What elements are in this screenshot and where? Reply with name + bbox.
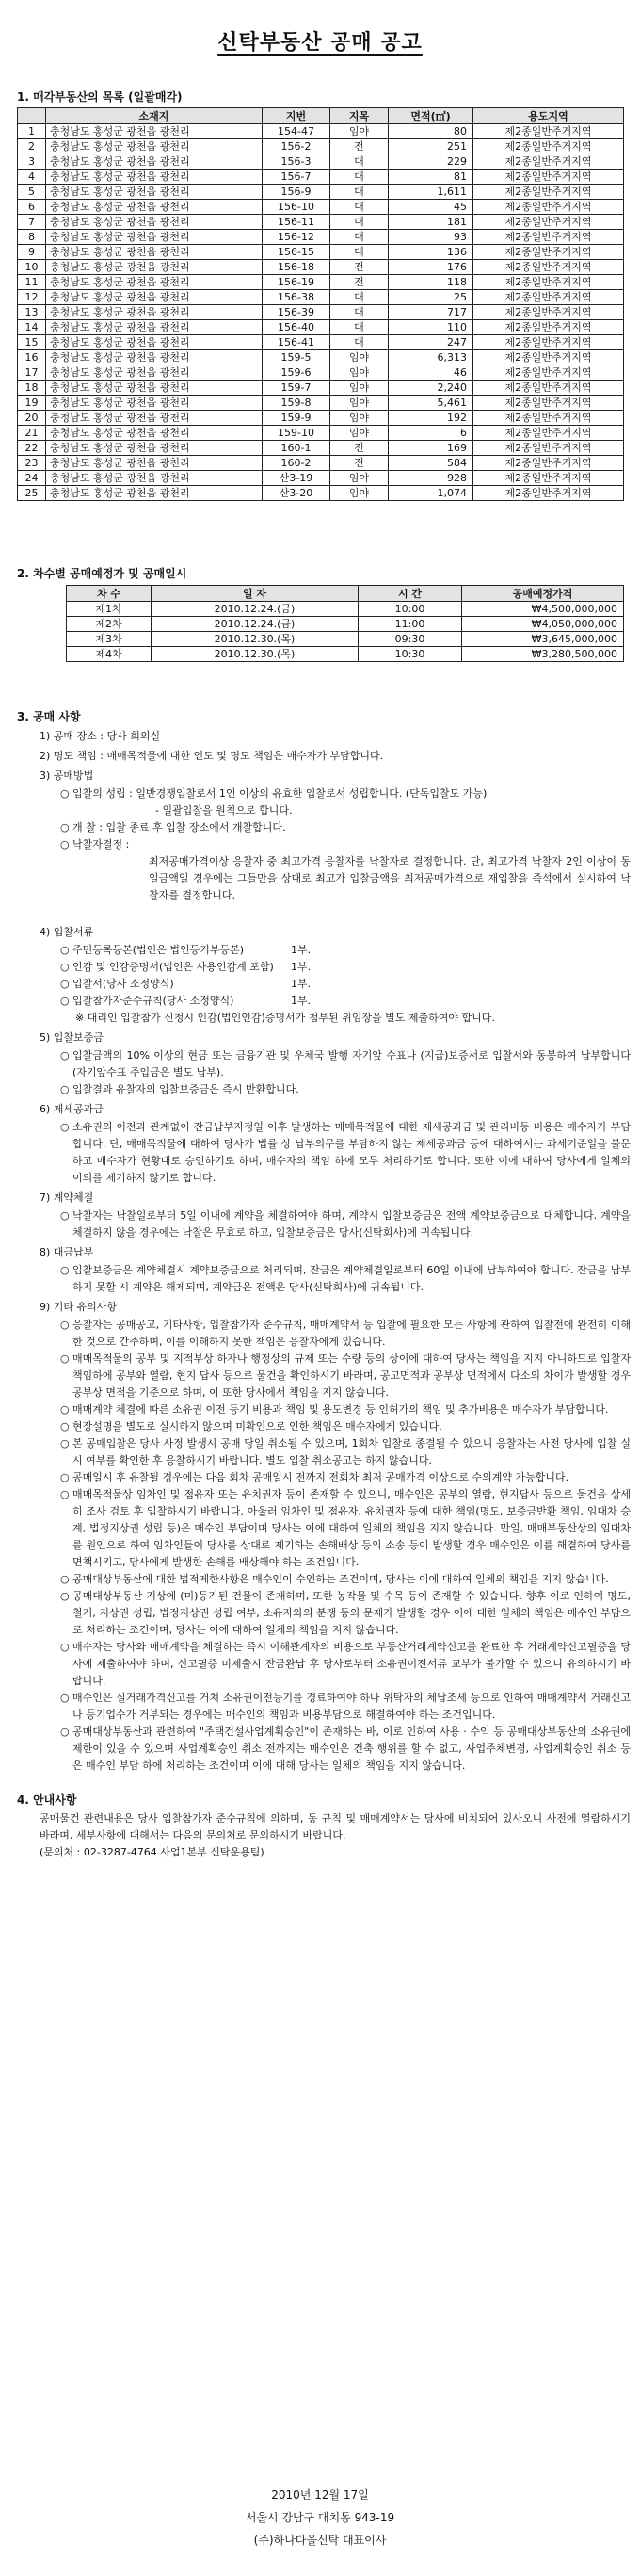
table-cell: 159-9	[263, 411, 330, 426]
table-cell: 6,313	[389, 350, 473, 365]
table-row	[18, 305, 624, 320]
table-cell: 충청남도 홍성군 광천읍 광천리	[46, 381, 263, 396]
table-cell: 136	[389, 245, 473, 260]
bid-document-item: ○ 입찰서(당사 소정양식) 1부.	[60, 976, 631, 993]
table-row	[18, 139, 624, 154]
table-cell: 제2종일반주거지역	[473, 154, 624, 170]
contact-info: (문의처 : 02-3287-4764 사업1본부 신탁운용팀)	[40, 1846, 264, 1858]
table-cell: 산3-20	[263, 486, 330, 501]
table-cell: 2010.12.30.(목)	[152, 632, 359, 647]
table-cell: 176	[389, 260, 473, 275]
table-cell: 충청남도 홍성군 광천읍 광천리	[46, 305, 263, 320]
table-row	[18, 350, 624, 365]
table-cell: 대	[330, 215, 389, 230]
notes-item: ○ 공매일시 후 유찰될 경우에는 다음 회차 공매일시 전까지 전회차 최저 공매가격 이상으로 수의계약 가능합니다.	[60, 1469, 631, 1486]
table-cell: 3	[18, 154, 46, 170]
table-row	[18, 245, 624, 260]
table-cell: 15	[18, 335, 46, 350]
table-cell: 2010.12.24.(금)	[152, 617, 359, 632]
table-cell: 156-3	[263, 154, 330, 170]
table-cell: 156-38	[263, 290, 330, 305]
table-cell: 제2종일반주거지역	[473, 365, 624, 381]
table-row	[67, 617, 624, 632]
table-cell: 159-10	[263, 426, 330, 441]
table-cell: 대	[330, 154, 389, 170]
table-cell: 160-1	[263, 441, 330, 456]
table-cell: 충청남도 홍성군 광천읍 광천리	[46, 441, 263, 456]
table-cell: 충청남도 홍성군 광천읍 광천리	[46, 486, 263, 501]
table-cell: 11:00	[359, 617, 462, 632]
bid-deposit-label: 5) 입찰보증금	[40, 1031, 104, 1044]
company-name: (주)하나다올신탁 대표이사	[253, 2534, 387, 2547]
table-cell: 251	[389, 139, 473, 154]
table-cell: 45	[389, 200, 473, 215]
bid-deposit-terms: ○ 입찰금액의 10% 이상의 현금 또는 금융기관 및 우체국 발행 자기앞 수표나 (지급)보증서로 입찰서와 동봉하여 납부합니다(자기앞수표 주입금은 별도 납부).	[60, 1047, 631, 1081]
table-cell: 19	[18, 396, 46, 411]
table-cell: 20	[18, 411, 46, 426]
table-cell: 181	[389, 215, 473, 230]
table-cell: 110	[389, 320, 473, 335]
page-title: 신탁부동산 공매 공고	[217, 31, 423, 55]
column-header: 지목	[330, 108, 389, 124]
table-row	[18, 471, 624, 486]
table-cell: 전	[330, 275, 389, 290]
table-cell: 대	[330, 185, 389, 200]
table-cell: 제2종일반주거지역	[473, 215, 624, 230]
bid-document-item: ○ 입찰참가자준수규칙(당사 소정양식) 1부.	[60, 993, 631, 1010]
table-cell: 충청남도 홍성군 광천읍 광천리	[46, 320, 263, 335]
section3-heading: 3. 공매 사항	[17, 710, 81, 723]
table-cell: 717	[389, 305, 473, 320]
table-cell: 제2종일반주거지역	[473, 486, 624, 501]
table-cell: 09:30	[359, 632, 462, 647]
table-cell: 21	[18, 426, 46, 441]
auction-venue: 1) 공매 장소 : 당사 회의실	[40, 730, 161, 742]
table-cell: 충청남도 홍성군 광천읍 광천리	[46, 456, 263, 471]
table-cell: 전	[330, 260, 389, 275]
table-cell: 제2종일반주거지역	[473, 305, 624, 320]
table-cell: 25	[18, 486, 46, 501]
table-cell: 25	[389, 290, 473, 305]
table-cell: 제2종일반주거지역	[473, 471, 624, 486]
bid-opening: ○ 개 찰 : 입찰 종료 후 입찰 장소에서 개찰합니다.	[60, 819, 631, 836]
contract-label: 7) 계약체결	[40, 1191, 94, 1204]
taxes-terms: ○ 소유권의 이전과 관계없이 잔금납부지정일 이후 발생하는 매매목적물에 대한 제세공과금 및 관리비등 비용은 매수자가 부담합니다. 단, 매매목적물에 대하여 당사가 법률 상 납부의무를 부담하지 않는 제세공과금 등에 대하여서는 과세기준일을 불문하고 매수자가 현황대로 승인하기로 하며, 매수자의 책임 하에 모두 처리하기로 합니다. 또한 이에 대하여 당사에게 일체의 이의를 제기하지 않기로 합니다.	[60, 1119, 631, 1187]
table-cell: 충청남도 홍성군 광천읍 광천리	[46, 215, 263, 230]
handover-responsibility: 2) 명도 책임 : 매매목적물에 대한 인도 및 명도 책임은 매수자가 부담합니다.	[40, 750, 384, 762]
table-cell: 충청남도 홍성군 광천읍 광천리	[46, 200, 263, 215]
table-cell: 대	[330, 290, 389, 305]
table-cell: 제2종일반주거지역	[473, 245, 624, 260]
table-cell: 제2종일반주거지역	[473, 456, 624, 471]
table-cell: 2010.12.24.(금)	[152, 602, 359, 617]
table-cell: 584	[389, 456, 473, 471]
table-cell: 156-41	[263, 335, 330, 350]
table-cell: 제2종일반주거지역	[473, 320, 624, 335]
table-cell: 5,461	[389, 396, 473, 411]
bid-deposit-refund: ○ 입찰결과 유찰자의 입찰보증금은 즉시 반환합니다.	[60, 1081, 631, 1098]
table-row	[18, 335, 624, 350]
table-cell: 154-47	[263, 124, 330, 139]
table-cell: 전	[330, 139, 389, 154]
table-cell: 192	[389, 411, 473, 426]
bid-establishment: ○ 입찰의 성립 : 일반경쟁입찰로서 1인 이상의 유효한 입찰로서 성립합니다. (단독입찰도 가능)	[60, 786, 631, 802]
table-cell: 6	[389, 426, 473, 441]
table-cell: 156-11	[263, 215, 330, 230]
table-cell: 대	[330, 170, 389, 185]
table-row	[67, 647, 624, 662]
table-cell: 대	[330, 200, 389, 215]
table-row	[18, 275, 624, 290]
section2-heading: 2. 차수별 공매예정가 및 공매일시	[17, 567, 187, 580]
column-header	[18, 108, 46, 124]
table-row	[18, 124, 624, 139]
table-cell: 충청남도 홍성군 광천읍 광천리	[46, 260, 263, 275]
property-list-table	[17, 107, 624, 501]
table-cell: 2	[18, 139, 46, 154]
taxes-label: 6) 제세공과금	[40, 1103, 104, 1115]
table-cell: 제4차	[67, 647, 152, 662]
table-cell: 전	[330, 456, 389, 471]
table-cell: 229	[389, 154, 473, 170]
table-cell: 제2종일반주거지역	[473, 230, 624, 245]
table-row	[18, 260, 624, 275]
table-cell: 충청남도 홍성군 광천읍 광천리	[46, 230, 263, 245]
table-cell: 17	[18, 365, 46, 381]
table-cell: 충청남도 홍성군 광천읍 광천리	[46, 124, 263, 139]
table-cell: 임야	[330, 411, 389, 426]
table-cell: 159-5	[263, 350, 330, 365]
table-cell: ₩4,050,000,000	[462, 617, 624, 632]
table-cell: 156-40	[263, 320, 330, 335]
table-cell: 제2종일반주거지역	[473, 396, 624, 411]
table-cell: 충청남도 홍성군 광천읍 광천리	[46, 411, 263, 426]
table-cell: 156-18	[263, 260, 330, 275]
table-cell: 156-9	[263, 185, 330, 200]
table-cell: 1,611	[389, 185, 473, 200]
contract-terms: ○ 낙찰자는 낙찰일로부터 5일 이내에 계약을 체결하여야 하며, 계약시 입찰보증금은 전액 계약보증금으로 대체합니다. 계약을 체결하지 않을 경우에는 낙찰은 무효로 하고, 입찰보증금은 당사(신탁회사)에 귀속됩니다.	[60, 1207, 631, 1241]
table-cell: 제2종일반주거지역	[473, 139, 624, 154]
column-header: 공매예정가격	[462, 586, 624, 602]
table-cell: 2010.12.30.(목)	[152, 647, 359, 662]
table-cell: 12	[18, 290, 46, 305]
table-cell: 156-2	[263, 139, 330, 154]
table-cell: 247	[389, 335, 473, 350]
bid-document-item: ○ 주민등록등본(법인은 법인등기부등본) 1부.	[60, 942, 631, 959]
schedule-table	[66, 585, 624, 662]
table-cell: 159-8	[263, 396, 330, 411]
notes-item: ○ 공매대상부동산에 대한 법적제한사항은 매수인이 수인하는 조건이며, 당사는 이에 대하여 일체의 책임을 지지 않습니다.	[60, 1571, 631, 1588]
table-cell: 충청남도 홍성군 광천읍 광천리	[46, 396, 263, 411]
table-row	[18, 200, 624, 215]
table-cell: 대	[330, 320, 389, 335]
table-cell: 2,240	[389, 381, 473, 396]
winner-determination: 최저공매가격이상 응찰자 중 최고가격 응찰자를 낙찰자로 결정합니다. 단, 최고가격 낙찰자 2인 이상이 동일금액일 경우에는 그들만을 상대로 최고가 입찰금액을 최저공매가격으로 재입찰을 즉석에서 실시하여 낙찰자를 결정합니다.	[149, 855, 631, 901]
company-address: 서울시 강남구 대치동 943-19	[245, 2511, 395, 2524]
table-cell: 10	[18, 260, 46, 275]
table-cell: 156-19	[263, 275, 330, 290]
table-row	[18, 185, 624, 200]
table-cell: 충청남도 홍성군 광천읍 광천리	[46, 275, 263, 290]
table-row	[18, 365, 624, 381]
table-cell: 1,074	[389, 486, 473, 501]
table-row	[18, 426, 624, 441]
bid-documents-label: 4) 입찰서류	[40, 926, 94, 938]
table-cell: 제3차	[67, 632, 152, 647]
table-cell: 7	[18, 215, 46, 230]
table-cell: 23	[18, 456, 46, 471]
table-cell: 제2종일반주거지역	[473, 290, 624, 305]
table-cell: 제2종일반주거지역	[473, 275, 624, 290]
table-cell: 제2종일반주거지역	[473, 350, 624, 365]
table-cell: 임야	[330, 350, 389, 365]
table-cell: 156-39	[263, 305, 330, 320]
table-cell: 임야	[330, 471, 389, 486]
table-cell: 160-2	[263, 456, 330, 471]
table-cell: 46	[389, 365, 473, 381]
table-cell: 11	[18, 275, 46, 290]
notes-item: ○ 매매목적물의 공부 및 지적부상 하자나 행정상의 규제 또는 수량 등의 상이에 대하여 당사는 책임을 지지 아니하므로 입찰자 책임하에 공부와 열람, 현지 답사 등으로 물건을 확인하시기 바라며, 공고면적과 공부상 면적에서 다소의 차이가 발생할 경우 공부상 면적을 기준으로 하며, 이 또한 당사에서 책임을 지지 않습니다.	[60, 1351, 631, 1401]
table-cell: 24	[18, 471, 46, 486]
table-cell: ₩4,500,000,000	[462, 602, 624, 617]
column-header: 일 자	[152, 586, 359, 602]
bid-document-item: ○ 인감 및 인감증명서(법인은 사용인감계 포함) 1부.	[60, 959, 631, 976]
table-cell: 충청남도 홍성군 광천읍 광천리	[46, 290, 263, 305]
table-cell: 임야	[330, 124, 389, 139]
table-cell: 충청남도 홍성군 광천읍 광천리	[46, 245, 263, 260]
table-cell: 10:00	[359, 602, 462, 617]
table-cell: 8	[18, 230, 46, 245]
column-header: 차 수	[67, 586, 152, 602]
table-cell: 93	[389, 230, 473, 245]
table-cell: 제2종일반주거지역	[473, 200, 624, 215]
table-cell: 충청남도 홍성군 광천읍 광천리	[46, 185, 263, 200]
column-header: 소재지	[46, 108, 263, 124]
payment-label: 8) 대금납부	[40, 1246, 94, 1258]
table-cell: 81	[389, 170, 473, 185]
table-cell: 제1차	[67, 602, 152, 617]
notes-item: ○ 본 공매입찰은 당사 사정 발생시 공매 당일 취소될 수 있으며, 1회차 입찰로 종결될 수 있으니 응찰자는 사전 당사에 입찰 실시 여부를 확인한 후 응찰하시기 바랍니다. 별도 입찰 취소공고는 하지 않습니다.	[60, 1435, 631, 1469]
table-row	[18, 154, 624, 170]
table-cell: ₩3,280,500,000	[462, 647, 624, 662]
table-cell: 16	[18, 350, 46, 365]
section1-heading: 1. 매각부동산의 목록 (일괄매각)	[17, 90, 183, 104]
winner-determination-label: ○ 낙찰자결정 :	[60, 836, 631, 853]
table-cell: 전	[330, 441, 389, 456]
notes-item: ○ 응찰자는 공매공고, 기타사항, 입찰참가자 준수규칙, 매매계약서 등 입찰에 필요한 모든 사항에 관하여 입찰전에 완전히 이해한 것으로 간주하며, 이를 이해하지 못한 책임은 응찰자에게 있습니다.	[60, 1317, 631, 1351]
table-cell: 대	[330, 335, 389, 350]
table-cell: 충청남도 홍성군 광천읍 광천리	[46, 365, 263, 381]
notes-item: ○ 매수인은 실거래가격신고를 거쳐 소유권이전등기를 경료하여야 하나 위탁자의 체납조세 등으로 인하여 매매계약서 거래신고나 등기업수가 거부되는 경우에는 매수인의 책임과 비용부담으로 해결하여야 하는 조건입니다.	[60, 1690, 631, 1724]
table-cell: 5	[18, 185, 46, 200]
table-cell: 80	[389, 124, 473, 139]
notes-item: ○ 매매계약 체결에 따른 소유권 이전 등기 비용과 책임 및 용도변경 등 인허가의 책임 및 추가비용은 매수자가 부담합니다.	[60, 1401, 631, 1418]
table-cell: 14	[18, 320, 46, 335]
table-cell: 159-7	[263, 381, 330, 396]
table-cell: 임야	[330, 426, 389, 441]
table-cell: 임야	[330, 365, 389, 381]
announcement-body	[17, 708, 631, 1861]
table-cell: 산3-19	[263, 471, 330, 486]
table-cell: 159-6	[263, 365, 330, 381]
column-header: 용도지역	[473, 108, 624, 124]
table-row	[18, 381, 624, 396]
proxy-note: ※ 대리인 입찰참가 신청시 인감(법인인감)증명서가 첨부된 위임장을 별도 제출하여야 합니다.	[75, 1012, 495, 1024]
table-row	[67, 632, 624, 647]
table-cell: 156-15	[263, 245, 330, 260]
table-cell: 임야	[330, 381, 389, 396]
table-row	[18, 441, 624, 456]
guidance-text: 공매물건 관련내용은 당사 입찰참가자 준수규칙에 의하며, 동 규칙 및 매매계약서는 당사에 비치되어 있사오니 사전에 열람하시기 바라며, 세부사항에 대해서는 다음의 문의처로 문의하시기 바랍니다.	[40, 1812, 631, 1841]
table-cell: 118	[389, 275, 473, 290]
table-cell: 10:30	[359, 647, 462, 662]
table-cell: 임야	[330, 486, 389, 501]
column-header: 면적(㎡)	[389, 108, 473, 124]
table-cell: 제2종일반주거지역	[473, 381, 624, 396]
table-cell: ₩3,645,000,000	[462, 632, 624, 647]
table-cell: 156-12	[263, 230, 330, 245]
table-cell: 제2종일반주거지역	[473, 411, 624, 426]
table-cell: 대	[330, 305, 389, 320]
table-row	[18, 486, 624, 501]
notes-item: ○ 매수자는 당사와 매매계약을 체결하는 즉시 이해관계자의 비용으로 부동산거래계약신고를 완료한 후 거래계약신고필증을 당사에 제출하여야 하며, 신고필증 미제출시 잔금완납 후 당사로부터 소유권이전서류 교부가 불가할 수 있으니 유의하시기 바랍니다.	[60, 1639, 631, 1690]
table-cell: 22	[18, 441, 46, 456]
column-header: 지번	[263, 108, 330, 124]
table-row	[18, 170, 624, 185]
table-row	[18, 411, 624, 426]
table-cell: 대	[330, 230, 389, 245]
table-cell: 제2종일반주거지역	[473, 335, 624, 350]
table-row	[18, 396, 624, 411]
table-cell: 928	[389, 471, 473, 486]
notes-item: ○ 공매대상부동산 지상에 (미)등기된 건물이 존재하며, 또한 농작물 및 수목 등이 존재할 수 있습니다. 향후 이로 인하여 명도, 철거, 지상권 성립, 법정지상권 성립 여부, 소유자와의 분쟁 등의 문제가 발생할 경우 이에 대한 일체의 책임은 매수인 부담으로 처리하는 조건이며, 당사는 이에 대하여 일체의 책임을 지지 않습니다.	[60, 1588, 631, 1639]
table-row	[18, 230, 624, 245]
table-row	[18, 215, 624, 230]
auction-method-label: 3) 공매방법	[40, 770, 94, 782]
table-cell: 제2종일반주거지역	[473, 170, 624, 185]
table-cell: 156-7	[263, 170, 330, 185]
notes-item: ○ 공매대상부동산과 관련하여 "주택건설사업계획승인"이 존재하는 바, 이로 인하여 사용 · 수익 등 공매대상부동산의 소유권에 제한이 있을 수 있으며 사업계획승인 취소 전까지는 매수인은 건축 행위를 할 수 없고, 사업주체변경, 사업계획승인 취소 등은 매수인 부담 하에 처리하는 조건이며 이에 대해 당사는 일체의 책임을 지지 않습니다.	[60, 1724, 631, 1774]
table-cell: 제2종일반주거지역	[473, 124, 624, 139]
table-cell: 충청남도 홍성군 광천읍 광천리	[46, 426, 263, 441]
table-cell: 156-10	[263, 200, 330, 215]
table-cell: 충청남도 홍성군 광천읍 광천리	[46, 350, 263, 365]
table-cell: 충청남도 홍성군 광천읍 광천리	[46, 335, 263, 350]
table-cell: 제2종일반주거지역	[473, 185, 624, 200]
table-cell: 1	[18, 124, 46, 139]
table-cell: 169	[389, 441, 473, 456]
notes-label: 9) 기타 유의사항	[40, 1301, 118, 1313]
table-cell: 임야	[330, 396, 389, 411]
payment-terms: ○ 입찰보증금은 계약체결시 계약보증금으로 처리되며, 잔금은 계약체결일로부터 60일 이내에 납부하여야 합니다. 잔금을 납부하지 못할 시 계약은 해제되며, 계약금은 전액은 당사(신탁회사)에 귀속됩니다.	[60, 1262, 631, 1296]
table-cell: 18	[18, 381, 46, 396]
notes-item: ○ 매매목적물상 임차인 및 점유자 또는 유치권자 등이 존재할 수 있으니, 매수인은 공부의 열람, 현지답사 등으로 물건을 상세히 조사 검토 후 입찰하시기 바랍니다. 아울러 임차인 및 점유자, 유치권자 등에 대한 책임(명도, 보증금반환 책임, 임대차 승계, 법정지상권 성립 등)은 매수인 부담이며 당사는 이에 대하여 일체의 책임을 지지 않습니다. 만일, 매매부동산상의 임대차를 원인으로 하여 임차인들이 당사를 상대로 제기하는 손해배상 등의 소송 등이 발생할 경우 매수인은 이를 해결하여 당사를 면책시키고, 당사에게 발생한 손해를 배상해야 하는 조건입니다.	[60, 1486, 631, 1571]
table-cell: 제2종일반주거지역	[473, 426, 624, 441]
table-cell: 13	[18, 305, 46, 320]
announcement-date: 2010년 12월 17일	[271, 2488, 369, 2502]
table-cell: 4	[18, 170, 46, 185]
table-cell: 제2종일반주거지역	[473, 260, 624, 275]
table-row	[18, 456, 624, 471]
table-cell: 6	[18, 200, 46, 215]
table-cell: 제2종일반주거지역	[473, 441, 624, 456]
table-cell: 충청남도 홍성군 광천읍 광천리	[46, 471, 263, 486]
notes-item: ○ 현장설명을 별도로 실시하지 않으며 미확인으로 인한 책임은 매수자에게 있습니다.	[60, 1418, 631, 1435]
bid-establishment-note: - 일괄입찰을 원칙으로 합니다.	[155, 804, 293, 817]
table-cell: 9	[18, 245, 46, 260]
table-cell: 충청남도 홍성군 광천읍 광천리	[46, 139, 263, 154]
table-cell: 충청남도 홍성군 광천읍 광천리	[46, 154, 263, 170]
table-cell: 제2차	[67, 617, 152, 632]
table-row	[67, 602, 624, 617]
table-cell: 충청남도 홍성군 광천읍 광천리	[46, 170, 263, 185]
table-row	[18, 320, 624, 335]
table-row	[18, 290, 624, 305]
section4-heading: 4. 안내사항	[17, 1793, 77, 1806]
column-header: 시 간	[359, 586, 462, 602]
table-cell: 대	[330, 245, 389, 260]
